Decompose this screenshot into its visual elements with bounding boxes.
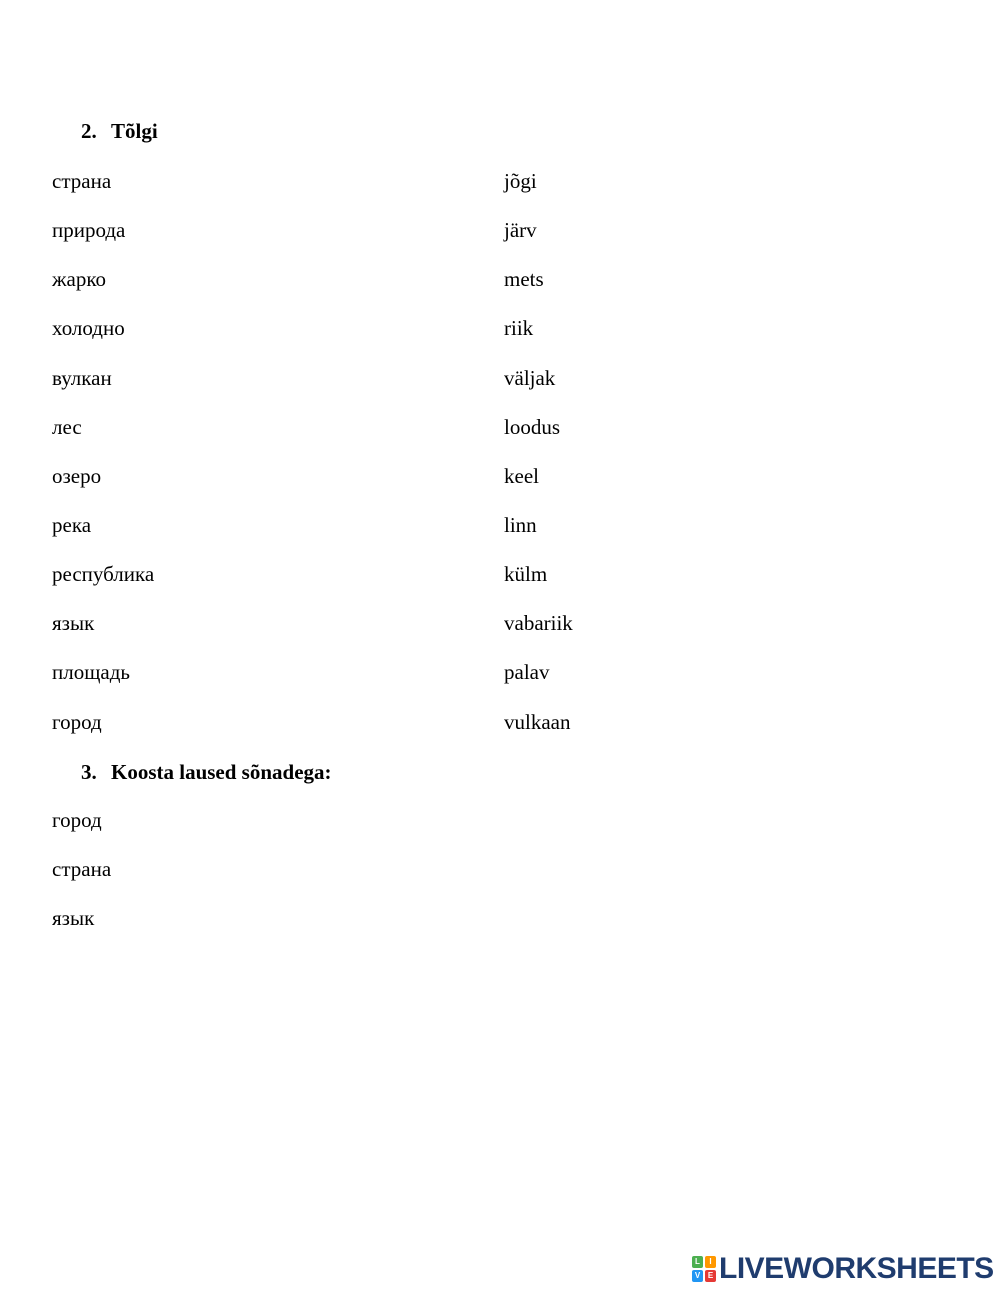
section-3-number: 3. (81, 760, 97, 784)
right-word: linn (504, 513, 537, 537)
sentence-word: город (52, 808, 102, 832)
section-2-number: 2. (81, 119, 97, 143)
left-word: вулкан (52, 366, 112, 390)
right-word: loodus (504, 415, 561, 439)
left-word: лес (52, 415, 82, 439)
logo-text: LIVEWORKSHEETS (719, 1252, 994, 1285)
logo-mark-letter: E (705, 1270, 716, 1282)
left-word: жарко (52, 267, 106, 291)
left-word: республика (52, 562, 155, 586)
right-word: riik (504, 316, 534, 340)
right-word: vabariik (504, 611, 573, 635)
left-word: озеро (52, 464, 102, 488)
right-word: keel (504, 464, 539, 488)
left-word: язык (52, 611, 95, 635)
section-2-heading (81, 118, 158, 144)
sentence-word: страна (52, 857, 112, 881)
logo-mark-letter: V (692, 1270, 703, 1282)
left-word: холодно (52, 316, 125, 340)
liveworksheets-logo (692, 1252, 994, 1286)
right-word: palav (504, 660, 550, 684)
right-word: jõgi (504, 169, 537, 193)
section-3-heading (81, 759, 332, 785)
logo-mark-letter: I (705, 1256, 716, 1268)
left-word: природа (52, 218, 126, 242)
left-word: площадь (52, 660, 130, 684)
logo-mark-letter: L (692, 1256, 703, 1268)
right-word: väljak (504, 366, 556, 390)
logo-mark-icon (692, 1256, 716, 1282)
left-word: город (52, 710, 102, 734)
right-word: järv (504, 218, 537, 242)
section-2-title: Tõlgi (111, 119, 158, 143)
sentence-word: язык (52, 906, 95, 930)
section-3-title: Koosta laused sõnadega: (111, 760, 332, 784)
right-word: vulkaan (504, 710, 571, 734)
right-word: mets (504, 267, 544, 291)
left-word: страна (52, 169, 112, 193)
right-word: külm (504, 562, 548, 586)
left-word: река (52, 513, 92, 537)
